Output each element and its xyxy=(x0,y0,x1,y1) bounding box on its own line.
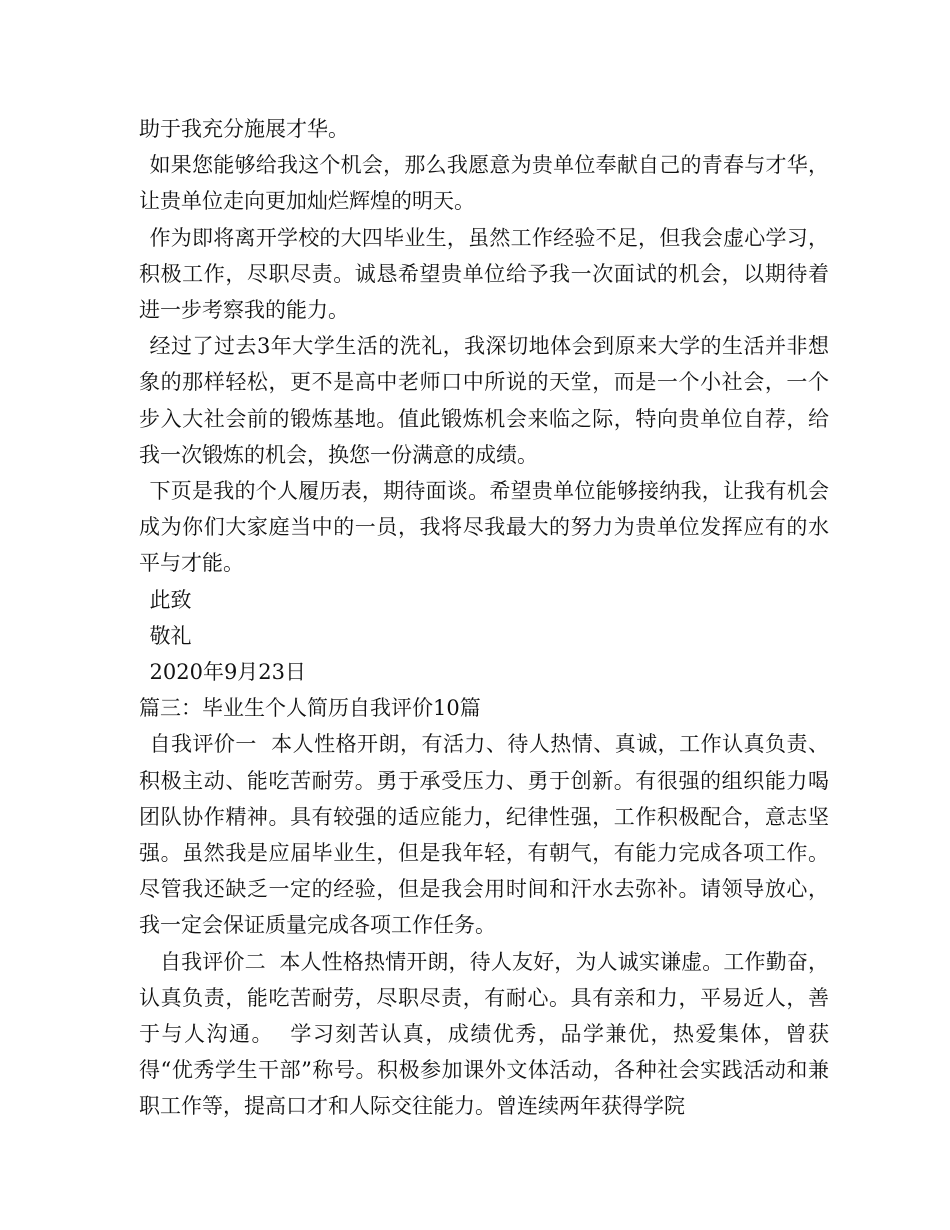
letter-date: 2020年9月23日 xyxy=(149,660,307,685)
section-heading: 篇三：毕业生个人简历自我评价10篇 xyxy=(139,696,481,721)
paragraph-college-life: 经过了过去3年大学生活的洗礼，我深切地体会到原来大学的生活并非想象的那样轻松，更不是高中老师口中所说的天堂，而是一个小社会，一个步入大社会前的锻炼基地。值此锻炼机会来临之际，特向贵单位自荐，给我一次锻炼的机会，换您一份满意的成绩。 xyxy=(139,334,829,467)
self-evaluation-two: 自我评价二 本人性格热情开朗，待人友好，为人诚实谦虚。工作勤奋，认真负责，能吃苦耐劳，尽职尽责，有耐心。具有亲和力，平易近人，善于与人沟通。 学习刻苦认真，成绩优秀，品学兼优，热爱集体，曾获得“优秀学生干部”称号。积极参加课外文体活动，各种社会实践活动和兼职工作等，提高口才和人际交往能力。曾连续两年获得学院 xyxy=(139,949,829,1119)
closing-regards: 敬礼 xyxy=(149,623,192,648)
document-body xyxy=(139,111,829,1125)
self-evaluation-one: 自我评价一 本人性格开朗，有活力、待人热情、真诚，工作认真负责、积极主动、能吃苦耐劳。勇于承受压力、勇于创新。有很强的组织能力喝团队协作精神。具有较强的适应能力，纪律性强，工作积极配合，意志坚强。虽然我是应届毕业生，但是我年轻，有朝气，有能力完成各项工作。尽管我还缺乏一定的经验，但是我会用时间和汗水去弥补。请领导放心，我一定会保证质量完成各项工作任务。 xyxy=(139,732,829,938)
paragraph-opportunity: 如果您能够给我这个机会，那么我愿意为贵单位奉献自己的青春与才华，让贵单位走向更加灿烂辉煌的明天。 xyxy=(139,153,829,214)
paragraph-continuation: 助于我充分施展才华。 xyxy=(139,117,349,141)
closing-salutation: 此致 xyxy=(149,587,192,612)
paragraph-resume-next-page: 下页是我的个人履历表，期待面谈。希望贵单位能够接纳我，让我有机会成为你们大家庭当中的一员，我将尽我最大的努力为贵单位发挥应有的水平与才能。 xyxy=(139,479,829,576)
paragraph-senior-student: 作为即将离开学校的大四毕业生，虽然工作经验不足，但我会虚心学习，积极工作，尽职尽责。诚恳希望贵单位给予我一次面试的机会，以期待着进一步考察我的能力。 xyxy=(139,225,829,323)
